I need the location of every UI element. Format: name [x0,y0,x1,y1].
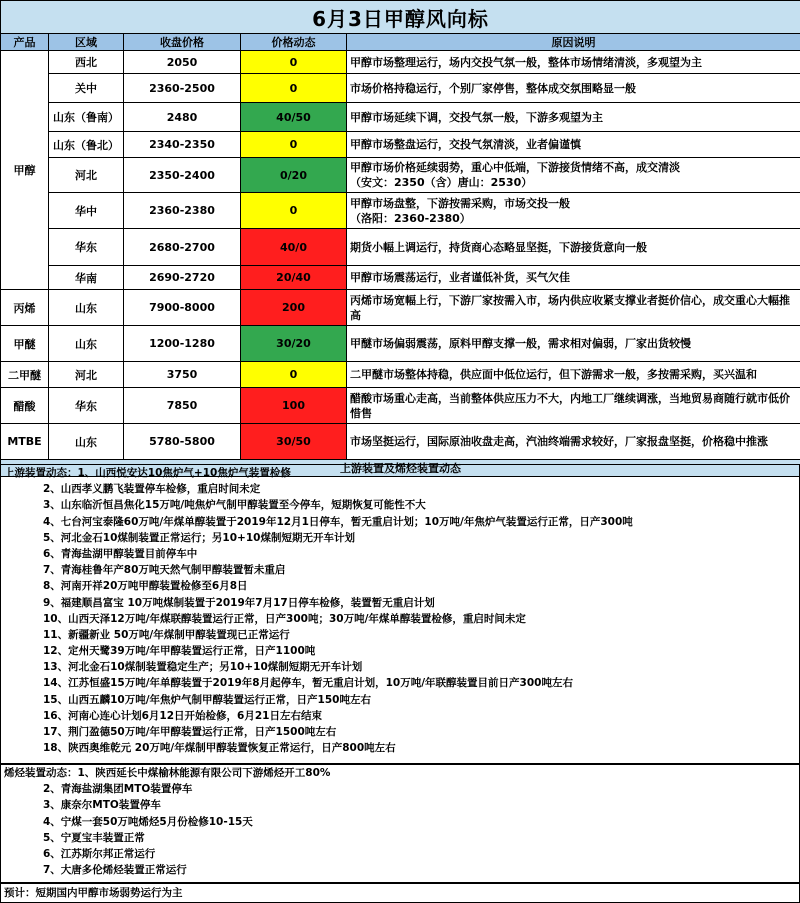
header-price: 收盘价格 [124,34,241,51]
table-row [1,290,800,326]
upstream-item: 9、福建顺昌富宝 10万吨煤制装置于2019年7月17日停车检修，装置暂无重启计划 [43,596,435,609]
olefin-item: 1、陕西延长中煤榆林能源有限公司下游烯烃开工80% [77,767,331,779]
region-cell: 山东 [49,290,124,326]
reason-cell: 期货小幅上调运行，持货商心态略显坚挺，下游接货意向一般 [347,229,800,266]
header-change: 价格动态 [241,34,347,51]
region-cell: 西北 [49,51,124,74]
upstream-item: 17、荆门盈德50万吨/年甲醇装置运行正常，日产1500吨左右 [43,726,337,738]
product-cell: 醋酸 [1,388,49,424]
forecast-note: 预计：短期国内甲醇市场弱势运行为主 [0,883,800,903]
table-row [1,326,800,362]
reason-line-2: （洛阳：2360-2380） [350,211,471,225]
price-cell: 1200-1280 [124,326,241,362]
region-cell: 河北 [49,362,124,388]
upstream-item: 13、河北金石10煤制装置稳定生产；另10+10煤制短期无开车计划 [43,661,363,674]
reason-cell: 甲醇市场延续下调，交投气氛一般，下游多观望为主 [347,103,800,132]
region-cell: 山东 [49,326,124,362]
product-cell: 丙烯 [1,290,49,326]
olefin-item: 5、宁夏宝丰装置正常 [43,831,145,844]
change-cell: 0 [241,362,347,388]
table-row [1,193,800,229]
reason-cell: 甲醇市场整盘运行，交投气氛清淡，业者偏谨慎 [347,132,800,158]
page-title: 6月3日甲醇风向标 [1,1,800,34]
table-row [1,362,800,388]
change-cell: 40/0 [241,229,347,266]
olefin-item: 4、宁煤一套50万吨烯烃5月份检修10-15天 [43,815,253,828]
region-cell: 山东 [49,424,124,460]
price-cell: 2360-2500 [124,74,241,103]
product-cell: 甲醚 [1,326,49,362]
table-row [1,132,800,158]
reason-cell [347,193,800,229]
price-cell: 2350-2400 [124,158,241,193]
reason-line-2: （安文：2350（含）唐山：2530） [350,176,533,189]
price-cell: 2340-2350 [124,132,241,158]
table-row [1,266,800,290]
reason-cell: 甲醚市场偏弱震荡，原料甲醇支撑一般，需求相对偏弱，厂家出货较慢 [347,326,800,362]
upstream-item: 8、河南开祥20万吨甲醇装置检修至6月8日 [43,580,248,593]
change-cell: 200 [241,290,347,326]
olefin-item: 3、康奈尔MTO装置停车 [43,799,161,812]
region-cell: 华东 [49,388,124,424]
change-cell: 0 [241,51,347,74]
upstream-item: 5、河北金石10煤制装置正常运行；另10+10煤制短期无开车计划 [43,531,355,544]
table-row [1,158,800,193]
olefin-item: 2、青海盐湖集团MTO装置停车 [43,783,193,796]
olefin-dynamics [0,764,800,883]
product-cell: 二甲醚 [1,362,49,388]
reason-line: 甲醇市场价格延续弱势，重心中低端，下游接货情绪不高，成交清淡 [350,161,680,174]
change-cell: 0/20 [241,158,347,193]
olefin-item: 6、江苏斯尔邦正常运行 [43,847,156,860]
upstream-item: 7、青海桂鲁年产80万吨天然气制甲醇装置暂未重启 [43,564,286,577]
change-cell: 0 [241,74,347,103]
price-cell: 2480 [124,103,241,132]
change-cell: 0 [241,193,347,229]
table-row [1,103,800,132]
region-cell: 华中 [49,193,124,229]
change-cell: 30/20 [241,326,347,362]
reason-cell: 丙烯市场宽幅上行，下游厂家按需入市，场内供应收紧支撑业者挺价信心，成交重心大幅推高 [347,290,800,326]
price-cell: 2690-2720 [124,266,241,290]
table-row [1,74,800,103]
upstream-item: 4、七台河宝泰隆60万吨/年煤单醇装置于2019年12月1日停车，暂无重启计划；10万吨/年焦炉气装置运行正常，日产300吨 [43,515,633,528]
upstream-head: 上游装置动态： [4,467,78,479]
change-cell: 20/40 [241,266,347,290]
region-cell: 山东（鲁北） [49,132,124,158]
reason-cell: 甲醇市场整理运行，场内交投气氛一般，整体市场情绪清淡，多观望为主 [347,51,800,74]
region-cell: 华东 [49,229,124,266]
price-cell: 5780-5800 [124,424,241,460]
upstream-item: 3、山东临沂恒昌焦化15万吨/吨焦炉气制甲醇装置至今停车，短期恢复可能性不大 [43,499,426,512]
reason-cell: 醋酸市场重心走高，当前整体供应压力不大，内地工厂继续调涨，当地贸易商随行就市低价惜售 [347,388,800,424]
upstream-line [1,465,799,481]
change-cell: 0 [241,132,347,158]
upstream-item: 6、青海盐湖甲醇装置目前停车中 [43,547,198,560]
price-cell: 2050 [124,51,241,74]
price-cell: 3750 [124,362,241,388]
reason-cell: 市场价格持稳运行，个别厂家停售，整体成交氛围略显一般 [347,74,800,103]
upstream-item: 18、陕西奥维乾元 20万吨/年煤制甲醇装置恢复正常运行，日产800吨左右 [43,742,396,755]
price-cell: 2360-2380 [124,193,241,229]
product-cell: MTBE [1,424,49,460]
upstream-item: 1、山西悦安达10焦炉气+10焦炉气装置检修 [77,467,291,479]
table-row [1,388,800,424]
price-cell: 7900-8000 [124,290,241,326]
product-cell: 甲醇 [1,51,49,290]
table-row [1,424,800,460]
table-row [1,229,800,266]
upstream-item: 14、江苏恒盛15万吨/年单醇装置于2019年8月起停车，暂无重启计划，10万吨/年联醇装置目前日产300吨左右 [43,677,573,690]
olefin-head: 烯烃装置动态： [4,767,78,779]
reason-cell: 甲醇市场震荡运行，业者谨低补货，买气欠佳 [347,266,800,290]
header-product: 产品 [1,34,49,51]
header-row [1,34,800,51]
price-cell: 7850 [124,388,241,424]
header-region: 区域 [49,34,124,51]
dynamics-title: 上游装置及烯烃装置动态 [1,460,800,477]
reason-line: 甲醇市场盘整，下游按需采购，市场交投一般 [350,196,570,210]
header-reason: 原因说明 [347,34,800,51]
reason-cell: 二甲醚市场整体持稳，供应面中低位运行，但下游需求一般，多按需采购，买兴温和 [347,362,800,388]
change-cell: 30/50 [241,424,347,460]
olefin-line [1,765,799,781]
upstream-item: 15、山西五麟10万吨/年焦炉气制甲醇装置运行正常，日产150吨左右 [43,693,371,706]
upstream-item: 2、山西孝义鹏飞装置停车检修，重启时间未定 [43,483,261,496]
upstream-item: 12、定州天鹭39万吨/年甲醇装置运行正常，日产1100吨 [43,645,316,658]
change-cell: 40/50 [241,103,347,132]
reason-cell: 市场坚挺运行，国际原油收盘走高，汽油终端需求较好，厂家报盘坚挺，价格稳中推涨 [347,424,800,460]
region-cell: 河北 [49,158,124,193]
upstream-item: 11、新疆新业 50万吨/年煤制甲醇装置现已正常运行 [43,628,290,641]
reason-cell [347,158,800,193]
region-cell: 山东（鲁南） [49,103,124,132]
region-cell: 华南 [49,266,124,290]
upstream-item: 16、河南心连心计划6月12日开始检修，6月21日左右结束 [43,709,322,722]
price-cell: 2680-2700 [124,229,241,266]
olefin-item: 7、大唐多伦烯烃装置正常运行 [43,864,187,877]
table-row [1,51,800,74]
upstream-item: 10、山西天泽12万吨/年煤联醇装置运行正常，日产300吨；30万吨/年煤单醇装置检修，重启时间未定 [43,612,526,625]
upstream-dynamics [0,464,800,764]
change-cell: 100 [241,388,347,424]
region-cell: 关中 [49,74,124,103]
